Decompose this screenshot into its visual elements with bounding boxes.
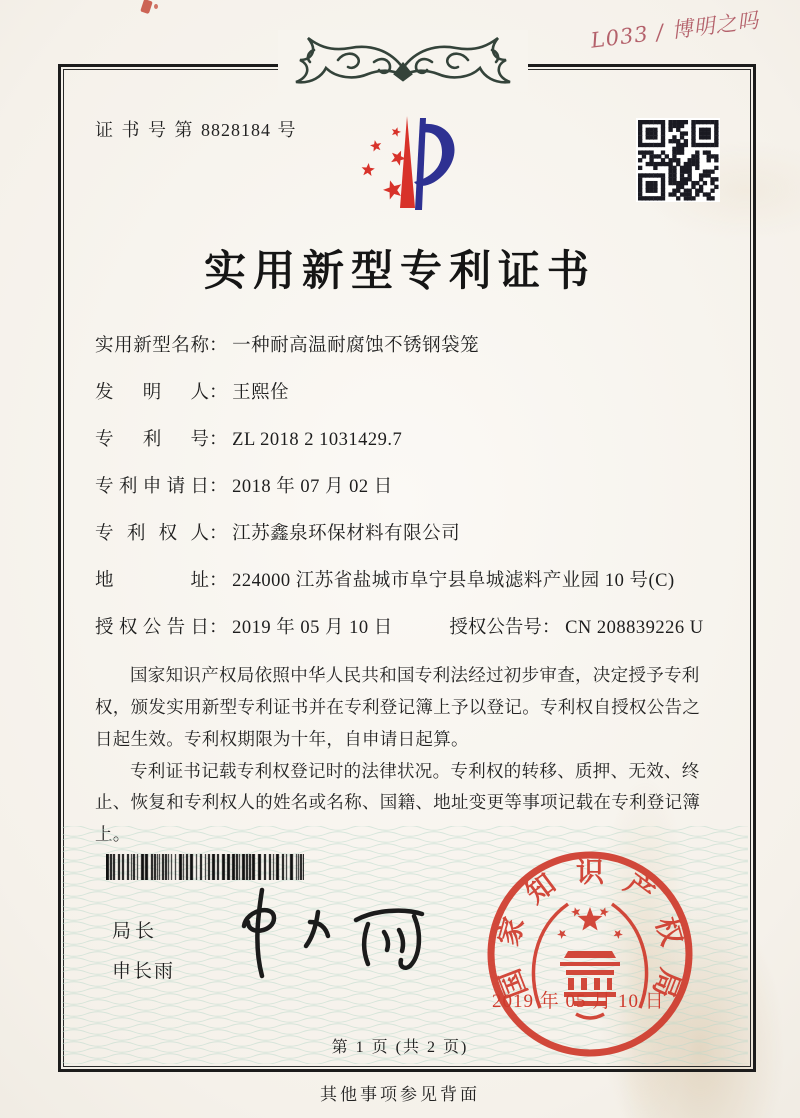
field-label: 专利号 (95, 430, 209, 450)
handwritten-annotation: L033 / 博明之吗 (589, 8, 761, 53)
logo-stars-icon (362, 127, 406, 199)
field-colon: ： (209, 524, 228, 544)
field-row-filing-date (95, 475, 720, 522)
svg-text:产: 产 (618, 868, 660, 911)
field-row-name (95, 334, 720, 381)
field-label: 专利权人 (95, 524, 209, 544)
certificate-number-value: 8828184 (201, 120, 271, 140)
legal-paragraph-1: 国家知识产权局依照中华人民共和国专利法经过初步审查，决定授予专利权，颁发实用新型专利证书并在专利登记簿上予以登记。专利权自授权公告之日起生效。专利权期限为十年，自申请日起算。 (95, 665, 701, 749)
svg-text:国: 国 (494, 964, 534, 1002)
field-row-inventor (95, 381, 720, 428)
logo-wedge-icon (400, 116, 415, 208)
field-label: 实用新型名称 (95, 336, 209, 356)
director-title: 局长 (112, 921, 159, 942)
page-number: 第 1 页 (共 2 页) (331, 1039, 469, 1056)
field-colon: ： (209, 618, 228, 638)
field-label: 发明人 (95, 383, 209, 403)
top-ornament-flourish (278, 30, 528, 92)
field-label: 授权公告日 (95, 618, 209, 638)
field-row-patentee (95, 522, 720, 569)
field-value-grant-date: 2019 年 05 月 10 日 (232, 618, 393, 638)
field-colon: ： (209, 336, 228, 356)
ink-speck (140, 0, 153, 14)
certificate-number (95, 116, 298, 142)
certificate-number-suffix: 号 (277, 120, 298, 140)
certificate-fields (95, 334, 720, 663)
back-side-note: 其他事项参见背面 (320, 1085, 480, 1104)
field-value-patentee: 江苏鑫泉环保材料有限公司 (232, 524, 461, 544)
field-value-inventor: 王熙佺 (232, 383, 290, 403)
field-label-grant-number: 授权公告号 (449, 618, 542, 638)
svg-text:权: 权 (649, 913, 687, 950)
cnipa-logo (338, 106, 462, 238)
legal-paragraph-2: 专利证书记载专利权登记时的法律状况。专利权的转移、质押、无效、终止、恢复和专利权人的姓名或名称、国籍、地址变更等事项记载在专利登记簿上。 (95, 760, 701, 845)
qr-code (636, 118, 720, 202)
director-signature (218, 882, 438, 986)
legal-text (95, 660, 713, 851)
seal-date: 2019 年 05 月 10 日 (492, 991, 665, 1012)
field-value-patent-number: ZL 2018 2 1031429.7 (232, 430, 403, 450)
field-colon: ： (209, 477, 228, 497)
svg-text:识: 识 (575, 857, 605, 889)
field-colon: ： (209, 383, 228, 403)
svg-text:家: 家 (493, 913, 531, 950)
certificate-title: 实用新型专利证书 (203, 249, 596, 295)
field-value-utility-model-name: 一种耐高温耐腐蚀不锈钢袋笼 (232, 336, 480, 356)
field-colon: ： (541, 618, 561, 638)
field-label: 地址 (95, 571, 209, 591)
svg-text:知: 知 (520, 868, 562, 911)
field-value-address: 224000 江苏省盐城市阜宁县阜城滤料产业园 10 号(C) (232, 571, 675, 591)
field-row-grant-date (95, 616, 720, 663)
field-row-address (95, 569, 720, 616)
field-row-patent-number (95, 428, 720, 475)
certificate-number-prefix: 证 书 号 第 (95, 120, 195, 140)
field-value-filing-date: 2018 年 07 月 02 日 (232, 477, 393, 497)
field-colon: ： (209, 571, 228, 591)
ink-speck (154, 4, 158, 9)
field-colon: ： (209, 430, 228, 450)
field-value-grant-number: CN 208839226 U (565, 618, 704, 638)
svg-text:局: 局 (646, 964, 686, 1002)
field-label: 专利申请日 (95, 477, 209, 497)
barcode (106, 854, 304, 880)
director-name: 申长雨 (112, 961, 176, 982)
